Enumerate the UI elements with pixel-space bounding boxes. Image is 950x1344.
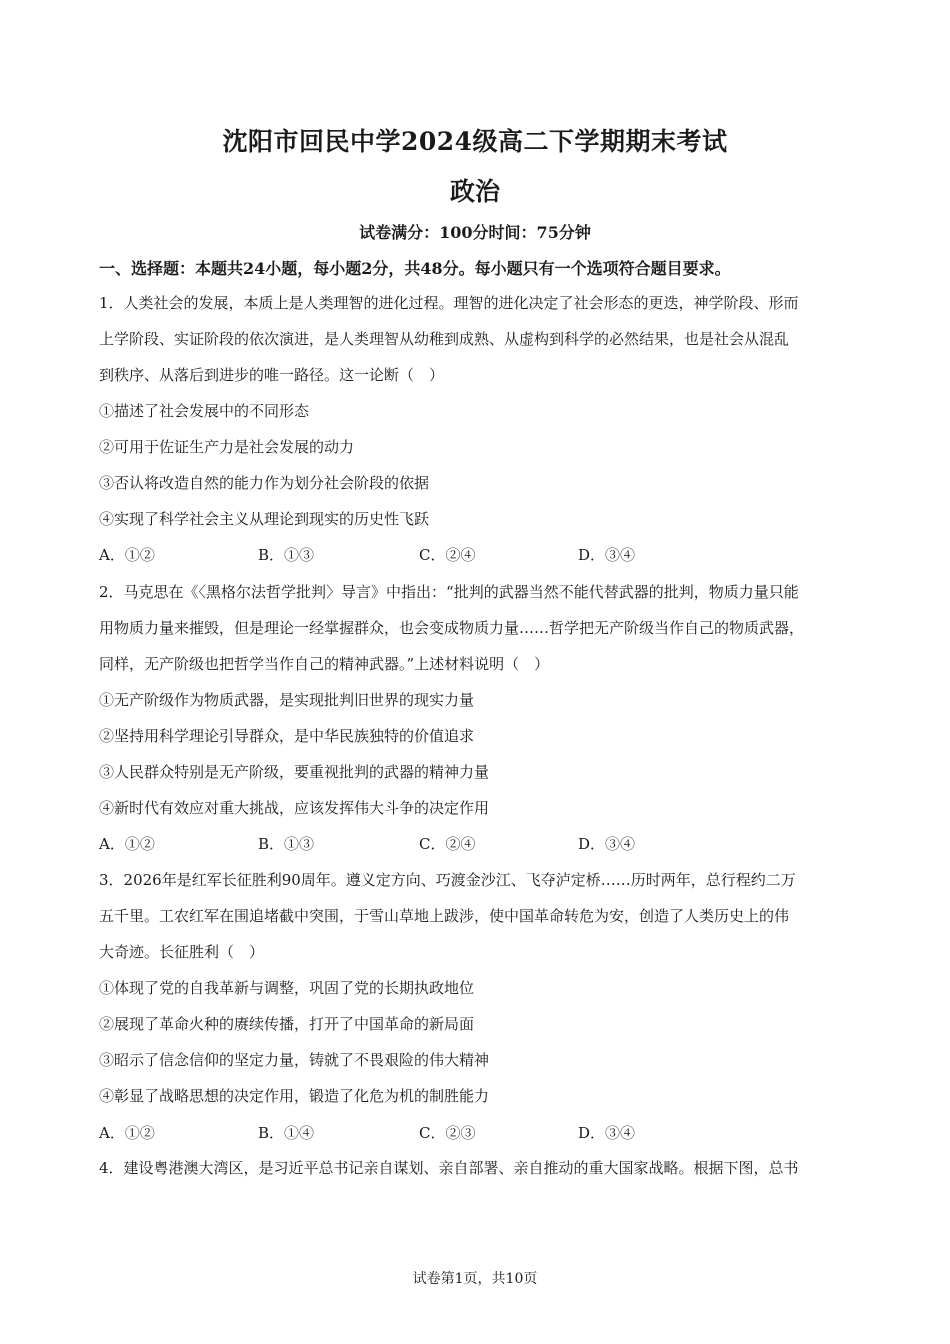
q3-item: ③昭示了信念信仰的坚定力量，铸就了不畏艰险的伟大精神 xyxy=(99,1051,490,1069)
q2-option-d: D．③④ xyxy=(578,835,636,853)
q3-option-d: D．③④ xyxy=(578,1124,636,1142)
exam-subject: 政治 xyxy=(449,177,500,206)
q2-option-c: C．②④ xyxy=(419,835,476,853)
q1-stem-line: 1．人类社会的发展，本质上是人类理智的进化过程。理智的进化决定了社会形态的更迭，神学阶段、形而 xyxy=(99,294,799,312)
q3-stem-line: 3．2026年是红军长征胜利90周年。遵义定方向、巧渡金沙江、飞夺泸定桥……历时两年，总行程约二万 xyxy=(99,871,796,889)
q3-option-a: A．①② xyxy=(99,1124,155,1142)
q3-option-c: C．②③ xyxy=(419,1124,476,1142)
q2-stem-line: 2．马克思在《〈黑格尔法哲学批判〉导言》中指出：“批判的武器当然不能代替武器的批判，物质力量只能 xyxy=(99,583,799,601)
q2-item: ②坚持用科学理论引导群众，是中华民族独特的价值追求 xyxy=(99,727,475,745)
q3-item: ②展现了革命火种的赓续传播，打开了中国革命的新局面 xyxy=(99,1015,475,1033)
q1-item: ②可用于佐证生产力是社会发展的动力 xyxy=(99,438,355,456)
section-heading: 一、选择题：本题共24小题，每小题2分，共48分。每小题只有一个选项符合题目要求。 xyxy=(99,259,731,278)
q2-option-b: B．①③ xyxy=(258,835,315,853)
page-footer: 试卷第1页，共10页 xyxy=(412,1271,538,1287)
q1-option-a: A．①② xyxy=(99,546,155,564)
q1-item: ①描述了社会发展中的不同形态 xyxy=(99,402,310,420)
q3-option-b: B．①④ xyxy=(258,1124,315,1142)
q1-option-d: D．③④ xyxy=(578,546,636,564)
q3-item: ①体现了党的自我革新与调整，巩固了党的长期执政地位 xyxy=(99,979,475,997)
q3-stem-line: 五千里。工农红军在围追堵截中突围，于雪山草地上跋涉，使中国革命转危为安，创造了人类历史上的伟 xyxy=(99,907,790,925)
q1-option-c: C．②④ xyxy=(419,546,476,564)
q2-item: ①无产阶级作为物质武器，是实现批判旧世界的现实力量 xyxy=(99,691,475,709)
exam-info: 试卷满分：100分时间：75分钟 xyxy=(359,223,591,242)
q3-item: ④彰显了战略思想的决定作用，锻造了化危为机的制胜能力 xyxy=(99,1087,490,1105)
q2-stem-line: 用物质力量来摧毁，但是理论一经掌握群众，也会变成物质力量……哲学把无产阶级当作自己的物质武器， xyxy=(99,619,805,637)
q2-item: ④新时代有效应对重大挑战，应该发挥伟大斗争的决定作用 xyxy=(99,799,490,817)
exam-title: 沈阳市回民中学2024级高二下学期期末考试 xyxy=(222,127,728,156)
q1-option-b: B．①③ xyxy=(258,546,315,564)
q2-item: ③人民群众特别是无产阶级，要重视批判的武器的精神力量 xyxy=(99,763,490,781)
q1-stem-line: 上学阶段、实证阶段的依次演进，是人类理智从幼稚到成熟、从虚构到科学的必然结果，也是社会从混乱 xyxy=(99,330,790,348)
q1-item: ④实现了科学社会主义从理论到现实的历史性飞跃 xyxy=(99,510,430,528)
q1-item: ③否认将改造自然的能力作为划分社会阶段的依据 xyxy=(99,474,430,492)
q1-stem-line: 到秩序、从落后到进步的唯一路径。这一论断（ ） xyxy=(99,366,445,384)
q2-stem-line: 同样，无产阶级也把哲学当作自己的精神武器。”上述材料说明（ ） xyxy=(99,655,550,673)
q2-option-a: A．①② xyxy=(99,835,155,853)
q4-stem-line: 4．建设粤港澳大湾区，是习近平总书记亲自谋划、亲自部署、亲自推动的重大国家战略。根据下图，总书 xyxy=(99,1159,799,1177)
q3-stem-line: 大奇迹。长征胜利（ ） xyxy=(99,943,265,961)
